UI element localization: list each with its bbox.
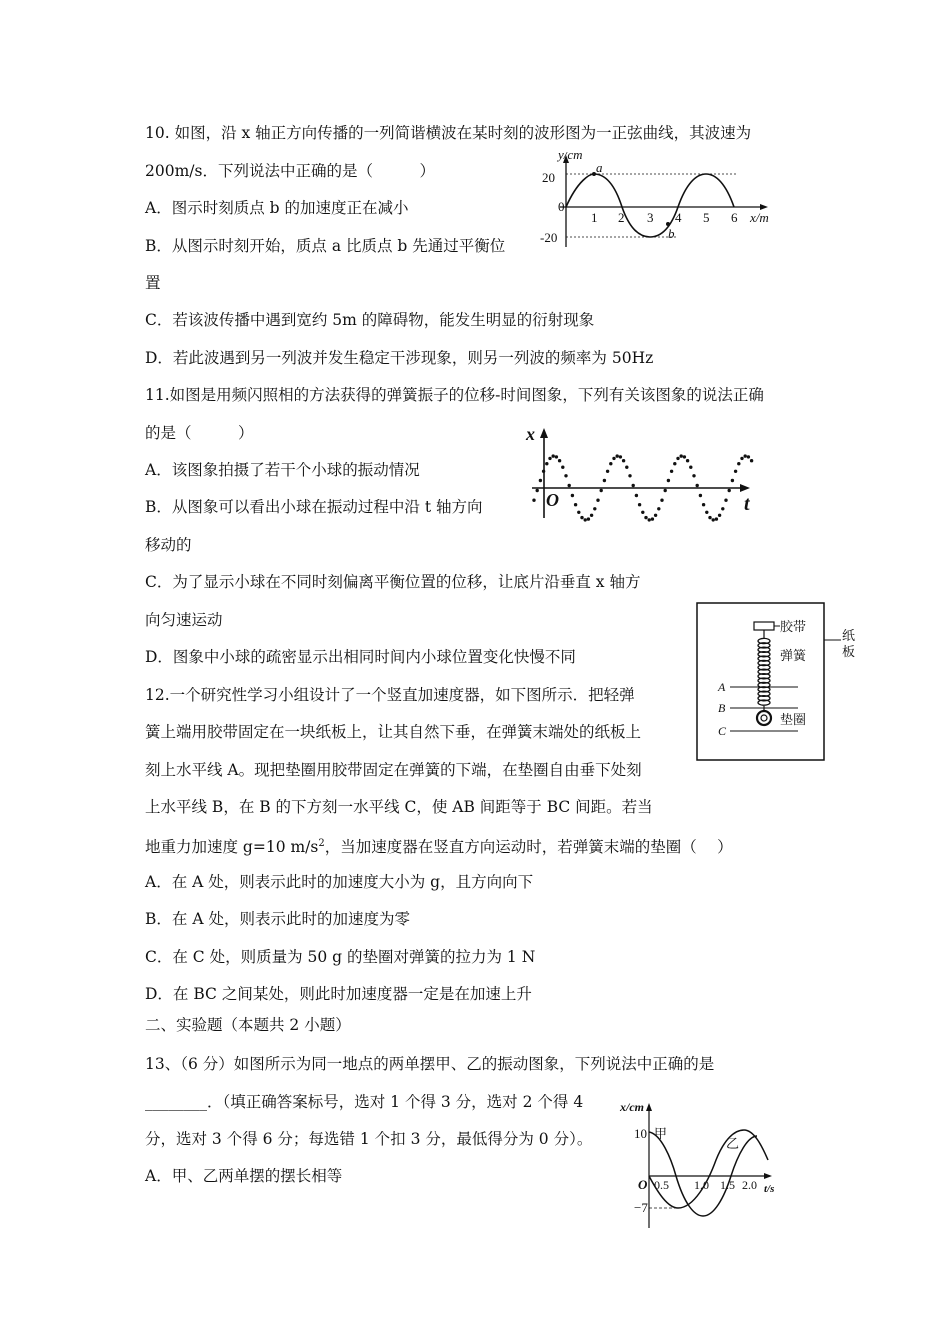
q10-fig-point-b: b [668, 226, 675, 241]
q11-line-1: 11.如图是用频闪照相的方法获得的弹簧振子的位移-时间图象，下列有关该图象的说法正确 [145, 386, 764, 404]
q12-option-a: A．在 A 处，则表示此时的加速度大小为 g，且方向向下 [145, 873, 534, 891]
q13-option-a: A．甲、乙两单摆的摆长相等 [145, 1167, 343, 1185]
strobe-dot [715, 517, 718, 520]
strobe-dot [612, 457, 615, 460]
strobe-dot [638, 503, 641, 506]
strobe-dot [609, 462, 612, 465]
q10-option-b: B．从图示时刻开始，质点 a 比质点 b 先通过平衡位 [145, 237, 506, 255]
q12-accelerometer-figure [696, 602, 866, 762]
strobe-dot [731, 479, 734, 482]
q13-pendulum-figure [616, 1098, 791, 1233]
spring-coils [758, 638, 770, 705]
strobe-dot [657, 507, 660, 510]
q10-fig-tick: 2 [618, 210, 625, 225]
strobe-dot [536, 489, 539, 492]
strobe-dot [577, 511, 580, 514]
q12-option-c: C．在 C 处，则质量为 50 g 的垫圈对弹簧的拉力为 1 N [145, 948, 536, 966]
q13-fig-xlabel: t/s [764, 1183, 775, 1195]
strobe-dot [750, 459, 753, 462]
strobe-dot [651, 517, 654, 520]
q11-fig-xlabel: x [526, 424, 535, 444]
strobe-dot [683, 455, 686, 458]
strobe-dot [628, 474, 631, 477]
q10-line-2: 200m/s．下列说法中正确的是（ ） [145, 162, 435, 180]
strobe-dot [721, 507, 724, 510]
q10-wave-figure [538, 152, 793, 252]
q12-fig-spring: 弹簧 [780, 648, 807, 663]
strobe-dot [600, 489, 603, 492]
q13-fig-y-top: 10 [634, 1126, 647, 1141]
q12-line-3: 刻上水平线 A。现把垫圈用胶带固定在弹簧的下端，在垫圈自由垂下处刻 [145, 761, 642, 779]
strobe-dot [532, 499, 535, 502]
q13-fig-jia: 甲 [654, 1126, 668, 1141]
strobe-dot [664, 489, 667, 492]
strobe-dot [606, 470, 609, 473]
strobe-dot [708, 516, 711, 519]
q13-fig-tick: 0.5 [654, 1178, 669, 1192]
q12-fig-b: B [718, 701, 726, 715]
q11-option-c: C．为了显示小球在不同时刻偏离平衡位置的位移，让底片沿垂直 x 轴方 [145, 573, 641, 591]
strobe-dot [571, 494, 574, 497]
q11-fig-tlabel: t [744, 493, 750, 515]
q11-fig-origin: O [546, 490, 559, 510]
strobe-dot [670, 470, 673, 473]
strobe-dot [680, 454, 683, 457]
q13-fig-tick: 1.0 [694, 1178, 709, 1192]
q10-fig-tick: 5 [703, 210, 710, 225]
q10-option-b-cont: 置 [145, 274, 161, 292]
strobe-dot [648, 518, 651, 521]
strobe-dot [558, 459, 561, 462]
q13-line-1: 13、（6 分）如图所示为同一地点的两单摆甲、乙的振动图象，下列说法中正确的是 [145, 1055, 715, 1073]
strobe-dot [603, 479, 606, 482]
strobe-dot [724, 499, 727, 502]
strobe-dot [660, 499, 663, 502]
strobe-dot [654, 514, 657, 517]
q11-line-2: 的是（ ） [145, 424, 254, 442]
q10-fig-tick: 4 [675, 210, 682, 225]
q12-fig-board: 纸 [842, 628, 856, 643]
strobe-dot [568, 484, 571, 487]
q10-fig-point-a: a [596, 160, 603, 175]
strobe-dot [747, 455, 750, 458]
strobe-dot [667, 479, 670, 482]
strobe-dot [587, 517, 590, 520]
q12-line-5 [145, 834, 733, 857]
strobe-dot [644, 516, 647, 519]
q12-fig-board: 板 [842, 644, 856, 659]
strobe-dot [593, 507, 596, 510]
q13-line-3: 分，选对 3 个得 6 分；每选错 1 个扣 3 分，最低得分为 0 分）。 [145, 1130, 593, 1148]
q11-option-b-cont: 移动的 [145, 536, 192, 554]
q12-line-5-b: ，当加速度器在竖直方向运动时，若弹簧末端的垫圈（ ） [324, 838, 733, 857]
q12-fig-c: C [718, 724, 727, 738]
strobe-dot [635, 494, 638, 497]
q10-fig-tick: 3 [647, 210, 654, 225]
q13-line-2: ________．（填正确答案标号，选对 1 个得 3 分，选对 2 个得 4 [145, 1093, 584, 1111]
q12-option-d: D．在 BC 之间某处，则此时加速度器一定是在加速上升 [145, 985, 532, 1003]
strobe-dot [744, 454, 747, 457]
q12-line-4: 上水平线 B，在 B 的下方刻一水平线 C，使 AB 间距等于 BC 间距。若当 [145, 798, 653, 816]
strobe-dot [619, 455, 622, 458]
q12-fig-washer: 垫圈 [780, 712, 807, 727]
strobe-dot [625, 466, 628, 469]
q11-strobe-figure [522, 418, 767, 523]
strobe-dot [641, 511, 644, 514]
section-2-title: 二、实验题（本题共 2 小题） [145, 1016, 351, 1034]
strobe-dot [696, 484, 699, 487]
q11-option-a: A．该图象拍摄了若干个小球的振动情况 [145, 461, 420, 479]
strobe-dot [545, 462, 548, 465]
q12-line-5-a: 地重力加速度 g=10 m/s [145, 838, 319, 857]
q13-fig-ylabel: x/cm [620, 1100, 644, 1114]
strobe-dot [718, 514, 721, 517]
strobe-dot [574, 503, 577, 506]
strobe-dot [542, 470, 545, 473]
strobe-dot [699, 494, 702, 497]
q13-fig-tick: 1.5 [720, 1178, 735, 1192]
q10-fig-tick: 6 [731, 210, 738, 225]
q11-option-c-cont: 向匀速运动 [145, 611, 223, 629]
strobe-dot [596, 499, 599, 502]
q13-fig-yi: 乙 [726, 1136, 740, 1151]
q10-fig-ylabel: y/cm [558, 152, 583, 162]
strobe-dot [622, 459, 625, 462]
q10-fig-tick: 1 [591, 210, 598, 225]
q10-fig-y-top: 20 [542, 170, 555, 185]
q10-option-d: D．若此波遇到另一列波并发生稳定干涉现象，则另一列波的频率为 50Hz [145, 349, 654, 367]
strobe-dot [590, 514, 593, 517]
strobe-dot [740, 457, 743, 460]
strobe-dot [689, 466, 692, 469]
q10-fig-y-bot: -20 [540, 230, 558, 245]
strobe-dot [561, 466, 564, 469]
q11-option-b: B．从图象可以看出小球在振动过程中沿 t 轴方向 [145, 498, 483, 516]
q12-line-1: 12.一个研究性学习小组设计了一个竖直加速度器，如下图所示．把轻弹 [145, 686, 635, 704]
strobe-dot [552, 454, 555, 457]
strobe-dot [673, 462, 676, 465]
q12-fig-tape: 胶带 [780, 619, 807, 634]
strobe-dot [734, 470, 737, 473]
strobe-dot [616, 454, 619, 457]
strobe-dot [705, 511, 708, 514]
q13-fig-y-bot: −7 [634, 1200, 648, 1215]
strobe-dot [632, 484, 635, 487]
strobe-dot [676, 457, 679, 460]
q10-option-a: A．图示时刻质点 b 的加速度正在减小 [145, 199, 409, 217]
strobe-dot [539, 479, 542, 482]
q13-fig-tick: 2.0 [742, 1178, 757, 1192]
q12-line-2: 簧上端用胶带固定在一块纸板上，让其自然下垂，在弹簧末端处的纸板上 [145, 723, 642, 741]
strobe-dot [584, 518, 587, 521]
q12-superscript: 2 [318, 838, 325, 849]
strobe-dot [555, 455, 558, 458]
strobe-dot [692, 474, 695, 477]
q10-option-c: C．若该波传播中遇到宽约 5m 的障碍物，能发生明显的衍射现象 [145, 311, 595, 329]
q11-option-d: D．图象中小球的疏密显示出相同时间内小球位置变化快慢不同 [145, 648, 576, 666]
strobe-dot [686, 459, 689, 462]
q10-fig-origin: 0 [558, 199, 565, 214]
q12-option-b: B．在 A 处，则表示此时的加速度为零 [145, 910, 410, 928]
strobe-dot [712, 518, 715, 521]
q13-fig-origin: O [638, 1177, 648, 1192]
strobe-dot [548, 457, 551, 460]
q12-fig-a: A [718, 680, 726, 694]
strobe-dot [728, 489, 731, 492]
strobe-dot [737, 462, 740, 465]
q10-fig-xlabel: x/m [750, 210, 769, 225]
strobe-dot [702, 503, 705, 506]
strobe-dot [580, 516, 583, 519]
strobe-dot [564, 474, 567, 477]
q10-line-1: 10. 如图，沿 x 轴正方向传播的一列简谐横波在某时刻的波形图为一正弦曲线，其波速为 [145, 124, 752, 142]
